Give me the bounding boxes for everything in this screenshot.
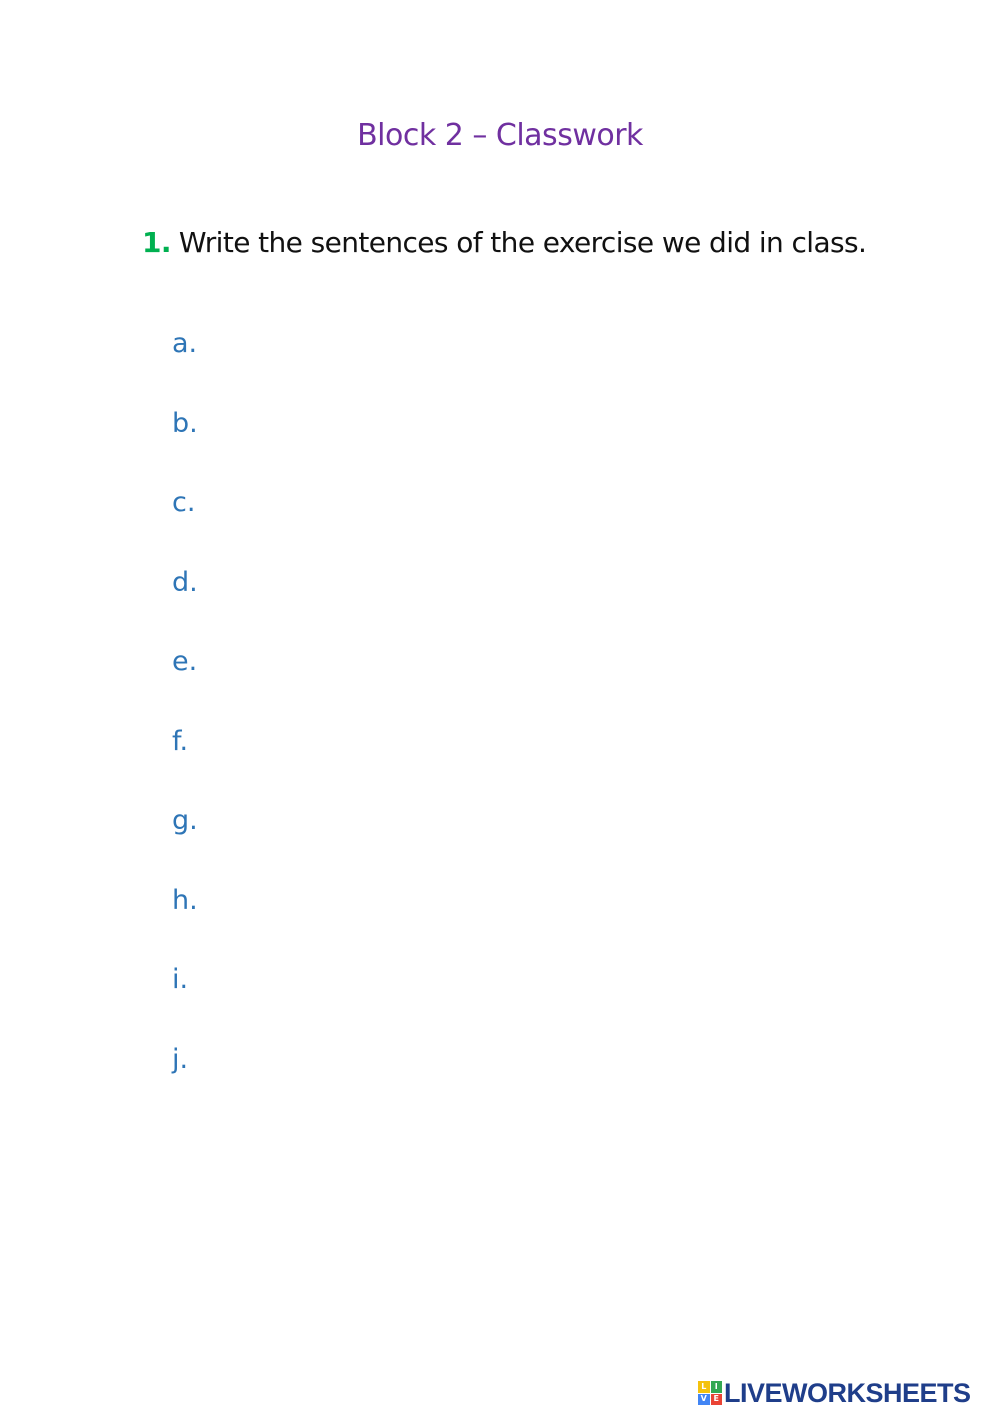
answer-field[interactable] bbox=[209, 483, 849, 521]
answer-label: g. bbox=[172, 805, 198, 836]
answer-item bbox=[172, 642, 852, 722]
answer-label: e. bbox=[172, 646, 198, 677]
answer-list bbox=[172, 324, 852, 1119]
question-text: Write the sentences of the exercise we did in class. bbox=[178, 226, 867, 259]
liveworksheets-logo-icon bbox=[698, 1381, 722, 1405]
answer-item bbox=[172, 324, 852, 404]
answer-field[interactable] bbox=[212, 404, 852, 442]
answer-field[interactable] bbox=[202, 1040, 842, 1078]
answer-label: h. bbox=[172, 884, 198, 916]
answer-label: f. bbox=[172, 725, 189, 757]
page-title: Block 2 – Classwork bbox=[357, 118, 643, 153]
answer-label: i. bbox=[172, 964, 189, 995]
answer-item bbox=[172, 722, 852, 802]
logo-letter-l: L bbox=[698, 1381, 710, 1393]
answer-label: c. bbox=[172, 487, 196, 518]
answer-item bbox=[172, 1040, 852, 1120]
answer-item bbox=[172, 483, 852, 563]
brand-name: LIVEWORKSHEETS bbox=[724, 1377, 971, 1408]
answer-item bbox=[172, 881, 852, 961]
answer-item bbox=[172, 960, 852, 1040]
answer-label: b. bbox=[172, 407, 198, 439]
answer-item bbox=[172, 563, 852, 643]
logo-letter-v: V bbox=[698, 1394, 710, 1406]
answer-item bbox=[172, 801, 852, 881]
logo-letter-e: E bbox=[711, 1394, 723, 1406]
answer-label: d. bbox=[172, 566, 198, 598]
answer-field[interactable] bbox=[211, 324, 851, 362]
question-number: 1. bbox=[142, 226, 171, 259]
answer-field[interactable] bbox=[202, 722, 842, 760]
answer-label: j. bbox=[172, 1043, 189, 1075]
question-1 bbox=[142, 226, 866, 259]
answer-field[interactable] bbox=[212, 801, 852, 839]
answer-field[interactable] bbox=[212, 563, 852, 601]
answer-field[interactable] bbox=[202, 960, 842, 998]
answer-label: a. bbox=[172, 328, 198, 359]
answer-field[interactable] bbox=[212, 881, 852, 919]
answer-field[interactable] bbox=[211, 642, 851, 680]
logo-letter-i: I bbox=[711, 1381, 723, 1393]
answer-item bbox=[172, 404, 852, 484]
liveworksheets-brand[interactable] bbox=[698, 1378, 971, 1408]
